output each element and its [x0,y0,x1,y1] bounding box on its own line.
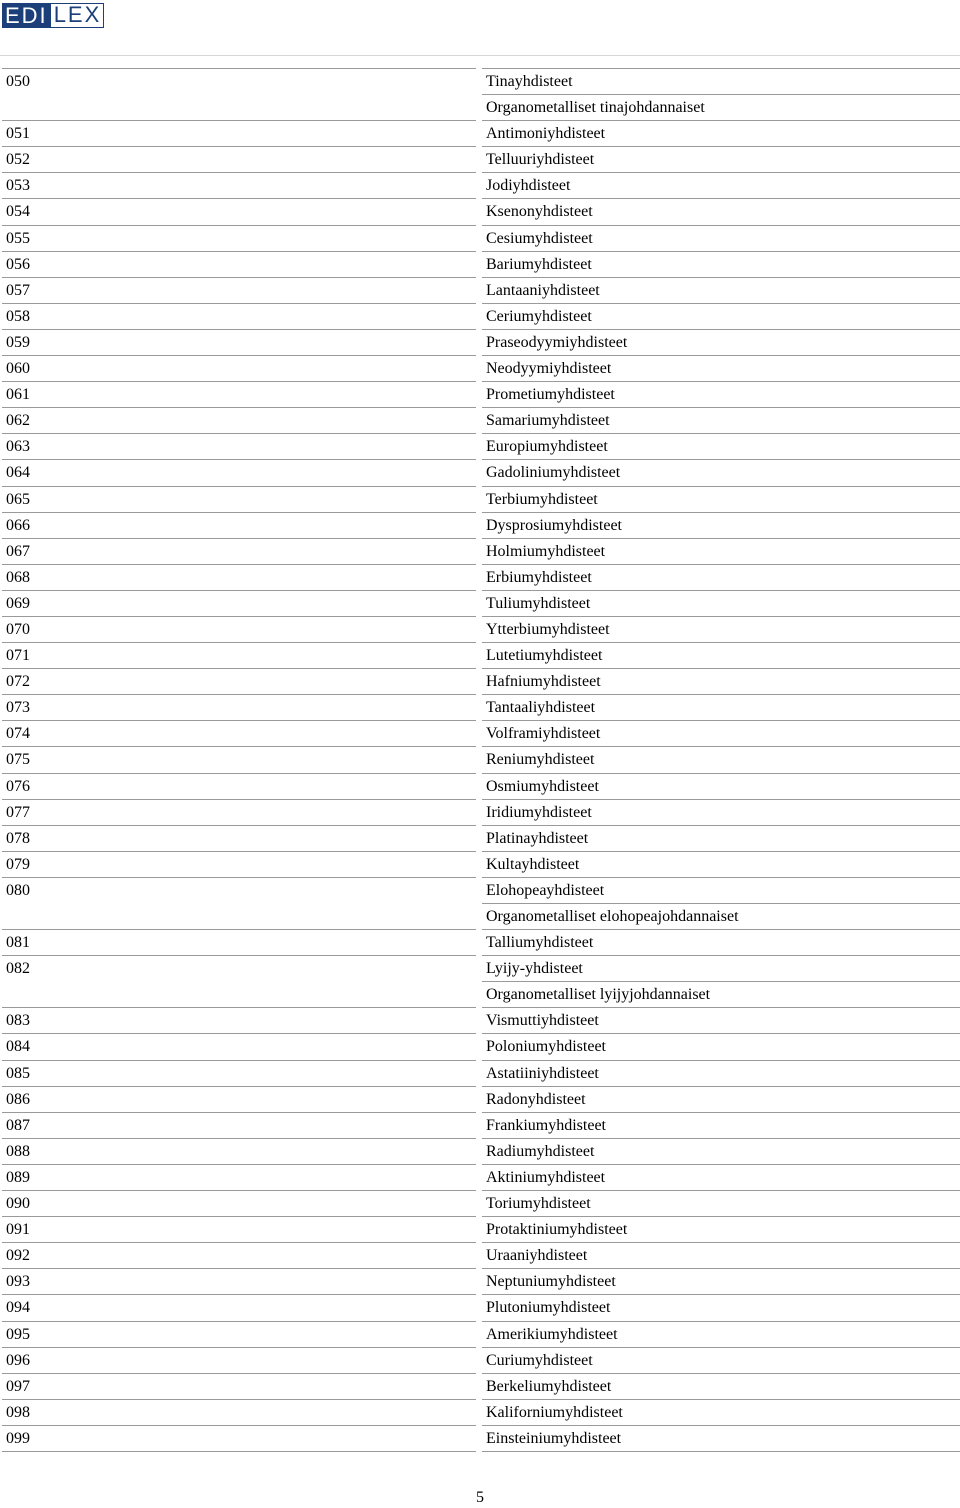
code-cell: 079 [6,855,30,873]
code-cell: 051 [6,125,30,143]
code-cell: 057 [6,281,30,299]
edilex-logo [2,3,104,28]
code-cell: 054 [6,203,30,221]
code-cell: 058 [6,307,30,325]
table-row [0,1086,960,1112]
table-row [0,981,960,1007]
code-cell: 090 [6,1195,30,1213]
table-row [0,1216,960,1242]
code-cell: 095 [6,1325,30,1343]
name-cell: Gadoliniumyhdisteet [486,464,621,482]
code-cell: 078 [6,829,30,847]
code-cell: 074 [6,725,30,743]
code-cell: 081 [6,934,30,952]
name-cell: Dysprosiumyhdisteet [486,516,622,534]
table-row [0,1190,960,1216]
name-cell: Antimoniyhdisteet [486,125,606,143]
name-cell: Iridiumyhdisteet [486,803,592,821]
code-cell: 059 [6,333,30,351]
name-cell: Talliumyhdisteet [486,934,594,952]
table-row [0,459,960,485]
name-cell: Tantaaliyhdisteet [486,699,596,717]
table-row [0,1268,960,1294]
table-row [0,773,960,799]
table-row [0,277,960,303]
code-cell: 085 [6,1064,30,1082]
name-cell: Ksenonyhdisteet [486,203,593,221]
code-cell: 096 [6,1351,30,1369]
name-cell: Neptuniumyhdisteet [486,1273,616,1291]
name-cell: Kaliforniumyhdisteet [486,1403,623,1421]
name-cell: Astatiiniyhdisteet [486,1064,599,1082]
table-row [0,198,960,224]
code-cell: 082 [6,960,30,978]
name-cell: Organometalliset elohopeajohdannaiset [486,908,739,925]
name-cell: Amerikiumyhdisteet [486,1325,618,1343]
name-cell: Lantaaniyhdisteet [486,281,600,299]
code-cell: 070 [6,620,30,638]
code-cell: 092 [6,1247,30,1265]
code-cell: 056 [6,255,30,273]
name-cell: Volframiyhdisteet [486,725,601,743]
name-cell: Tuliumyhdisteet [486,594,591,612]
name-cell: Tinayhdisteet [486,73,573,90]
code-cell: 063 [6,438,30,456]
name-cell: Cesiumyhdisteet [486,229,593,247]
code-cell: 061 [6,386,30,404]
table-row [0,1112,960,1138]
table-row [0,903,960,929]
table-row [0,120,960,146]
table-row [0,616,960,642]
code-cell: 086 [6,1090,30,1108]
name-cell: Vismuttiyhdisteet [486,1012,599,1030]
name-cell: Hafniumyhdisteet [486,673,601,691]
table-row [0,825,960,851]
name-cell: Reniumyhdisteet [486,751,595,769]
code-cell: 065 [6,490,30,508]
table-row [0,329,960,355]
table-row [0,172,960,198]
name-cell: Elohopeayhdisteet [486,881,605,899]
code-cell: 088 [6,1142,30,1160]
name-cell: Curiumyhdisteet [486,1351,593,1369]
name-cell: Erbiumyhdisteet [486,568,592,586]
table-row [0,303,960,329]
table-row [0,877,960,903]
table-row [0,564,960,590]
table-row [0,799,960,825]
name-cell: Holmiumyhdisteet [486,542,606,560]
table-row [0,955,960,981]
name-cell: Praseodyymiyhdisteet [486,333,628,351]
name-cell: Organometalliset lyijyjohdannaiset [486,986,711,1004]
name-cell: Samariumyhdisteet [486,412,610,430]
code-cell: 050 [6,73,30,90]
table-row [0,1373,960,1399]
code-cell: 093 [6,1273,30,1291]
name-cell: Osmiumyhdisteet [486,777,599,795]
table-row [0,668,960,694]
table-row [0,1399,960,1425]
code-cell: 067 [6,542,30,560]
code-cell: 091 [6,1221,30,1239]
logo-solid-part: EDI [2,3,50,28]
code-cell: 098 [6,1403,30,1421]
code-cell: 069 [6,594,30,612]
table-row [0,433,960,459]
table-row [0,590,960,616]
name-cell: Kultayhdisteet [486,855,580,873]
table-row [0,355,960,381]
code-cell: 077 [6,803,30,821]
table-row [0,1007,960,1033]
name-cell: Organometalliset tinajohdannaiset [486,99,705,117]
code-cell [2,981,476,1007]
code-cell: 055 [6,229,30,247]
code-cell: 076 [6,777,30,795]
table-row [0,251,960,277]
table-row [0,1060,960,1086]
table-row [0,694,960,720]
code-cell: 083 [6,1012,30,1030]
table-bottom-border [0,1451,960,1452]
table-row [0,1242,960,1268]
code-cell: 053 [6,177,30,195]
name-cell: Radiumyhdisteet [486,1142,595,1160]
code-cell: 060 [6,360,30,378]
name-cell: Einsteiniumyhdisteet [486,1429,622,1447]
code-cell: 066 [6,516,30,534]
code-cell: 089 [6,1168,30,1186]
code-cell: 071 [6,647,30,665]
name-cell: Europiumyhdisteet [486,438,608,456]
name-cell: Lyijy-yhdisteet [486,960,583,978]
code-cell: 099 [6,1429,30,1447]
table-row [0,225,960,251]
name-cell: Radonyhdisteet [486,1090,586,1108]
name-cell: Bariumyhdisteet [486,255,592,273]
table-row [0,407,960,433]
code-cell: 094 [6,1299,30,1317]
table-row [0,746,960,772]
table-row [0,1347,960,1373]
name-cell: Plutoniumyhdisteet [486,1299,611,1317]
table-row [0,1294,960,1320]
page-number: 5 [476,1489,484,1506]
name-cell: Frankiumyhdisteet [486,1116,606,1134]
table-row [0,1164,960,1190]
table-row [0,642,960,668]
name-cell: Platinayhdisteet [486,829,589,847]
name-cell: Aktiniumyhdisteet [486,1168,606,1186]
code-cell: 052 [6,151,30,169]
table-row [0,381,960,407]
table-row [0,146,960,172]
table-row [0,68,960,94]
code-cell [2,903,476,929]
code-cell: 097 [6,1377,30,1395]
name-cell: Telluuriyhdisteet [486,151,595,169]
table-row [0,512,960,538]
table-row [0,851,960,877]
code-cell: 084 [6,1038,30,1056]
code-cell: 087 [6,1116,30,1134]
name-cell: Neodyymiyhdisteet [486,360,612,378]
code-cell: 062 [6,412,30,430]
name-cell: Terbiumyhdisteet [486,490,598,508]
substance-code-table [0,68,960,1452]
code-cell: 072 [6,673,30,691]
name-cell: Berkeliumyhdisteet [486,1377,612,1395]
code-cell: 075 [6,751,30,769]
name-cell: Toriumyhdisteet [486,1195,591,1213]
code-cell: 073 [6,699,30,717]
name-cell: Uraaniyhdisteet [486,1247,588,1265]
code-cell: 068 [6,568,30,586]
name-cell: Protaktiniumyhdisteet [486,1221,628,1239]
table-row [0,929,960,955]
name-cell: Ytterbiumyhdisteet [486,620,610,638]
table-row [0,1321,960,1347]
code-cell [2,94,476,120]
name-cell: Prometiumyhdisteet [486,386,615,404]
table-row [0,1425,960,1451]
header-divider [0,55,960,56]
table-row [0,1033,960,1059]
table-row [0,486,960,512]
name-cell: Jodiyhdisteet [486,177,571,195]
table-row [0,1138,960,1164]
code-cell: 080 [6,881,30,899]
name-cell: Lutetiumyhdisteet [486,647,603,665]
table-row [0,720,960,746]
name-cell: Poloniumyhdisteet [486,1038,606,1056]
name-cell: Ceriumyhdisteet [486,307,592,325]
logo-outline-part: LEX [50,3,105,28]
table-row [0,538,960,564]
table-row [0,94,960,120]
code-cell: 064 [6,464,30,482]
